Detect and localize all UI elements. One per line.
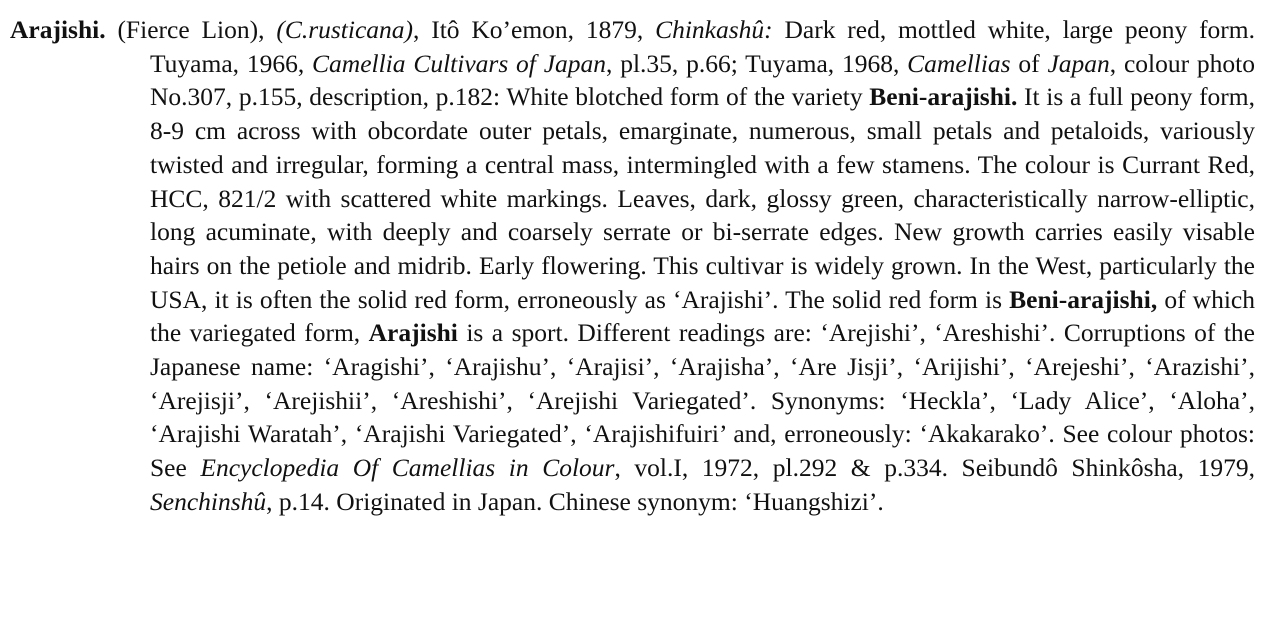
species-name: (C.rusticana): [276, 15, 414, 44]
headword: Arajishi.: [10, 15, 106, 44]
reference-title: Camellias: [907, 48, 1011, 78]
entry-text: It is a full peony form, 8-9 cm across with obcordate outer petals, emarginate, numerous, small petals and petaloids, variously twisted and irregular, forming a central mass, intermingled with a few stamens. The colour is Currant Red, HCC, 821/2 with scattered white markings. Leaves, dark, glossy green, characteristically narrow-elliptic, long acuminate, with deeply and coarsely serrate or bi-serrate edges. New growth carries easily visable hairs on the petiole and midrib. Early flowering. This cultivar is widely grown. In the West, particularly the USA, it is often the solid red form, erroneously as ‘Arajishi’. The solid red form is: [150, 82, 1256, 314]
cultivar-entry: [10, 13, 1255, 519]
entry-text: of which the variegated form,: [150, 284, 1255, 348]
reference-title: Senchinshû: [150, 486, 267, 516]
cultivar-name: Arajishi: [368, 318, 458, 348]
entry-text: , pl.35, p.66; Tuyama, 1968,: [606, 48, 908, 78]
reference-title: Encyclopedia Of Camellias in Colour: [200, 453, 615, 483]
entry-text: , colour photo No.307, p.155, description, p.182: White blotched form of the variety: [150, 48, 1255, 112]
entry-text: , Itô Ko’emon, 1879,: [413, 15, 656, 44]
entry-text: Dark red, mottled white, large peony form. Tuyama, 1966,: [150, 15, 1256, 78]
entry-text: is a sport. Different readings are: ‘Arejishi’, ‘Areshishi’. Corruptions of the Japanese name: ‘Aragishi’, ‘Arajishu’, ‘Arajisi’, ‘Arajisha’, ‘Are Jisji’, ‘Arijishi’, ‘Arejeshi’, ‘Arazishi’, ‘Arejisji’, ‘Arejishii’, ‘Areshishi’, ‘Arejishi Variegated’. Synonyms: ‘Heckla’, ‘Lady Alice’, ‘Aloha’, ‘Arajishi Waratah’, ‘Arajishi Variegated’, ‘Arajishifuiri’ and, erroneously: ‘Akakarako’. See colour photos: See: [150, 318, 1255, 483]
entry-text: , p.14. Originated in Japan. Chinese synonym: ‘Huangshizi’.: [266, 486, 884, 516]
reference-title: Camellia Cultivars of Japan: [312, 48, 607, 78]
entry-text: , vol.I, 1972, pl.292 & p.334. Seibundô Shinkôsha, 1979,: [614, 453, 1255, 483]
entry-text: of: [1010, 48, 1048, 78]
cultivar-name: Beni-arajishi.: [869, 82, 1018, 112]
reference-title: Japan: [1047, 48, 1110, 78]
cultivar-name: Beni-arajishi,: [1009, 284, 1158, 314]
entry-text: (Fierce Lion),: [105, 15, 277, 44]
reference-title: Chinkashû:: [655, 15, 773, 44]
